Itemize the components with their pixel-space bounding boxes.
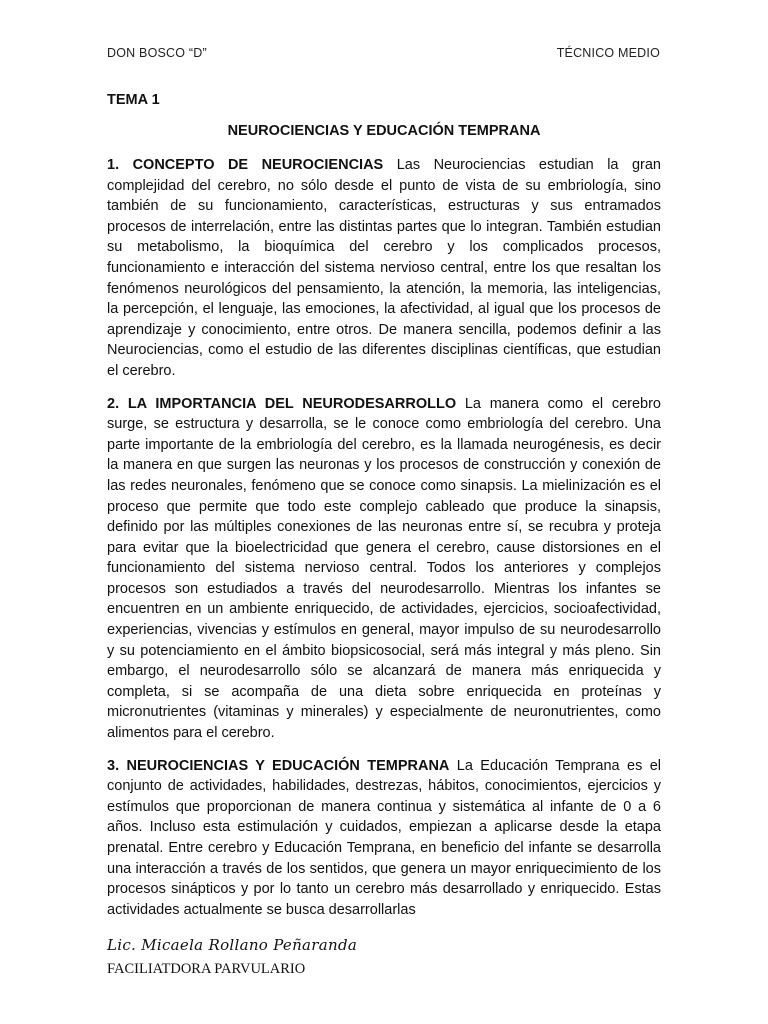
section-1-heading: 1. CONCEPTO DE NEUROCIENCIAS (107, 157, 384, 173)
section-2 (107, 394, 661, 744)
section-1 (107, 155, 661, 382)
author-signature: Lic. Micaela Rollano Peñaranda (107, 936, 358, 954)
topic-label: TEMA 1 (107, 92, 160, 108)
header-right: TÉCNICO MEDIO (556, 46, 660, 60)
document-body (107, 155, 661, 932)
section-1-text: Las Neurociencias estudian la gran complejidad del cerebro, no sólo desde el punto de vista de su embriología, sino también de su funcionamiento, características, estructuras y sus entramados procesos de interrelación, entre las distintas partes que lo integran. También estudian su metabolismo, la bioquímica del cerebro y los complicados procesos, funcionamiento e interacción del sistema nervioso central, entre los que resaltan los fenómenos neurológicos del pensamiento, la atención, la memoria, las inteligencias, la percepción, el lenguaje, las emociones, la afectividad, al igual que los procesos de aprendizaje y conocimiento, entre otros. De manera sencilla, podemos definir a las Neurociencias, como el estudio de las diferentes disciplinas científicas, que estudian el cerebro. (107, 157, 661, 379)
section-3 (107, 756, 661, 921)
header-left: DON BOSCO “D” (107, 46, 207, 60)
section-3-heading: 3. NEUROCIENCIAS Y EDUCACIÓN TEMPRANA (107, 757, 450, 774)
author-role: FACILIATDORA PARVULARIO (107, 961, 306, 977)
section-3-text: La Educación Temprana es el conjunto de actividades, habilidades, destrezas, hábitos, conocimientos, ejercicios y estímulos que proporcionan de manera continua y sistemática al infante de 0 a 6 años. Incluso esta estimulación y cuidados, empiezan a aplicarse desde la etapa prenatal. Entre cerebro y Educación Temprana, en beneficio del infante se desarrolla una interacción a través de los sentidos, que genera un mayor enriquecimiento de los procesos sinápticos y por lo tanto un cerebro más desarrollado y enriquecido. Estas actividades actualmente se busca desarrollarlas (107, 757, 661, 918)
document-title: NEUROCIENCIAS Y EDUCACIÓN TEMPRANA (227, 123, 541, 139)
section-2-heading: 2. LA IMPORTANCIA DEL NEURODESARROLLO (107, 395, 457, 412)
section-2-text: La manera como el cerebro surge, se estructura y desarrolla, se le conoce como embriología del cerebro. Una parte importante de la embriología del cerebro, es la llamada neurogénesis, es decir la manera en que surgen las neuronas y los procesos de construcción y conexión de las redes neuronales, fenómeno que se conoce como sinapsis. La mielinización es el proceso que permite que todo este complejo cableado que produce la sinapsis, definido por las múltiples conexiones de las neuronas entre sí, se recubra y proteja para evitar que la bioelectricidad que genera el cerebro, cause distorsiones en el funcionamiento del sistema nervioso central. Todos los anteriores y complejos procesos son estudiados a través del neurodesarrollo. Mientras los infantes se encuentren en un ambiente enriquecido, de actividades, ejercicios, socioafectividad, experiencias, vivencias y estímulos en general, mayor impulso de su neurodesarrollo y su potenciamiento en el ámbito biopsicosocial, será más integral y más pleno. Sin embargo, el neurodesarrollo sólo se alcanzará de manera más enriquecida y completa, si se acompaña de una dieta sobre enriquecida en proteínas y micronutrientes (vitaminas y minerales) y especialmente de neuronutrientes, como alimentos para el cerebro. (107, 395, 662, 742)
